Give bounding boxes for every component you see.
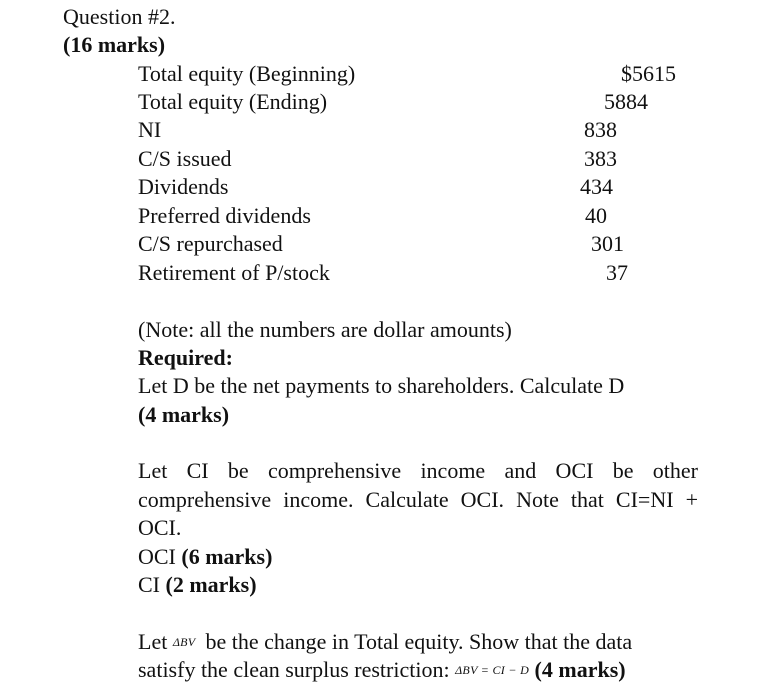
part-bv-line1-rest: be the change in Total equity. Show that the data — [205, 629, 633, 654]
note-text: (Note: all the numbers are dollar amounts) — [138, 317, 512, 342]
table-row-label: C/S repurchased — [138, 231, 283, 256]
part-bv-marks: (4 marks) — [534, 657, 626, 682]
table-row-value: 383 — [584, 146, 617, 171]
ci-label: CI — [138, 572, 160, 597]
table-row-value: 838 — [584, 117, 617, 142]
oci-label: OCI — [138, 544, 176, 569]
part-d-text: Let D be the net payments to shareholders. Calculate D — [138, 373, 625, 398]
table-row-value: 37 — [606, 260, 628, 285]
table-row-label: C/S issued — [138, 146, 232, 171]
part-bv-line2-text: satisfy the clean surplus restriction: — [138, 657, 450, 682]
delta-bv-symbol: ΔBV — [172, 635, 196, 649]
table-row-value: 301 — [591, 231, 624, 256]
question-marks: (16 marks) — [63, 32, 166, 57]
required-heading: Required: — [138, 345, 233, 370]
part-bv-line1 — [138, 628, 698, 657]
table-row-label: NI — [138, 117, 162, 142]
table-row-label: Retirement of P/stock — [138, 260, 330, 285]
clean-surplus-equation: ΔBV = CI − D — [455, 663, 530, 677]
ci-line — [138, 571, 698, 600]
table-row-label: Preferred dividends — [138, 203, 311, 228]
oci-marks: (6 marks) — [181, 544, 273, 569]
part-bv-let: Let — [138, 629, 168, 654]
table-row-value: 40 — [585, 203, 607, 228]
table-row-value: 5884 — [604, 89, 648, 114]
table-row-value: $5615 — [621, 61, 676, 86]
table-row-value: 434 — [580, 174, 613, 199]
ci-marks: (2 marks) — [165, 572, 257, 597]
table-row-label: Total equity (Beginning) — [138, 61, 356, 86]
oci-line — [138, 543, 698, 572]
part-ci-text: Let CI be comprehensive income and OCI be other comprehensive income. Calculate OCI. Note that CI=NI + OCI. — [138, 458, 698, 540]
part-d-marks: (4 marks) — [138, 402, 230, 427]
part-bv-line2 — [138, 656, 698, 685]
question-title: Question #2. — [63, 4, 176, 29]
table-row-label: Dividends — [138, 174, 229, 199]
table-row-label: Total equity (Ending) — [138, 89, 328, 114]
